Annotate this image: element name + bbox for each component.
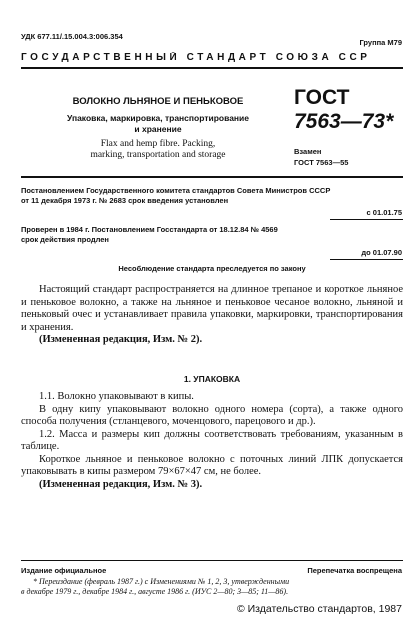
footer-rule bbox=[21, 560, 403, 561]
udk-code: УДК 677.11/.15.004.3:006.354 bbox=[21, 32, 123, 41]
banner-rule bbox=[21, 67, 403, 69]
official-edition: Издание официальное bbox=[21, 566, 107, 575]
gost-number: 7563—73* bbox=[294, 110, 394, 133]
extended-date-rule bbox=[330, 259, 403, 260]
replaced-standard: ГОСТ 7563—55 bbox=[294, 158, 349, 167]
document-title: ВОЛОКНО ЛЬНЯНОЕ И ПЕНЬКОВОЕ bbox=[72, 96, 244, 107]
paragraph-short-fibre: Короткое льняное и пеньковое волокно с поточных линий ЛПК допускается упаковывать в кипы размером 79×67×47 см, не более. bbox=[21, 453, 403, 477]
english-title bbox=[48, 139, 268, 161]
check-block bbox=[21, 225, 403, 245]
decree-line-2: от 11 декабря 1973 г. № 2683 срок введения установлен bbox=[21, 196, 229, 205]
decree-block bbox=[21, 186, 403, 206]
reprint-notice: Перепечатка воспрещена bbox=[307, 566, 402, 575]
state-standard-banner: ГОСУДАРСТВЕННЫЙ СТАНДАРТ СОЮЗА ССР bbox=[21, 52, 371, 63]
reissue-note bbox=[21, 577, 403, 597]
title-rule bbox=[21, 176, 403, 178]
copyright-notice: © Издательство стандартов, 1987 bbox=[236, 603, 402, 615]
section-1-body bbox=[21, 391, 403, 491]
gost-label: ГОСТ bbox=[294, 86, 350, 109]
check-line-1: Проверен в 1984 г. Постановлением Госстандарта от 18.12.84 № 4569 bbox=[21, 225, 278, 234]
english-title-line-2: marking, transportation and storage bbox=[90, 150, 226, 160]
extended-date: до 01.07.90 bbox=[361, 248, 402, 257]
intro-paragraph: Настоящий стандарт распространяется на длинное трепаное и короткое льняное и пеньковое волокно, а также на льняное и пеньковое чесаное волокно, льняной и пеньковый очес и устанавливает правила упаковки, маркировки, транспортирования и хранения. bbox=[21, 284, 403, 333]
paragraph-single-bale: В одну кипу упаковывают волокно одного номера (сорта), а также одного способа получения (стланцевого, моченцового, парецового и др.). bbox=[21, 403, 403, 427]
section-heading: 1. УПАКОВКА bbox=[183, 374, 241, 384]
reissue-note-line-2: в декабре 1979 г., декабре 1984 г., августе 1986 г. (ИУС 2—80; 3—85; 11—86). bbox=[21, 587, 289, 596]
effective-date-rule bbox=[330, 219, 403, 220]
section-edit-note: (Измененная редакция, Изм. № 3). bbox=[39, 478, 203, 490]
check-line-2: срок действия продлен bbox=[21, 235, 109, 244]
paragraph-1-1: 1.1. Волокно упаковывают в кипы. bbox=[39, 391, 194, 402]
intro-section bbox=[21, 284, 403, 347]
decree-line-1: Постановлением Государственного комитета стандартов Совета Министров СССР bbox=[21, 186, 331, 195]
subtitle-line-1: Упаковка, маркировка, транспортирование bbox=[66, 113, 250, 123]
english-title-line-1: Flax and hemp fibre. Packing, bbox=[100, 139, 216, 149]
law-warning: Несоблюдение стандарта преследуется по закону bbox=[118, 264, 306, 273]
subtitle-line-2: и хранение bbox=[134, 123, 182, 134]
intro-edit-note: (Измененная редакция, Изм. № 2). bbox=[39, 334, 203, 345]
group-code: Группа М79 bbox=[359, 38, 402, 47]
replace-label: Взамен bbox=[294, 147, 322, 156]
paragraph-1-2: 1.2. Масса и размеры кип должны соответствовать требованиям, указанным в таблице. bbox=[21, 428, 403, 452]
document-subtitle bbox=[48, 113, 268, 134]
reissue-note-line-1: * Переиздание (февраль 1987 г.) с Изменениями № 1, 2, 3, утвержденными bbox=[33, 577, 290, 586]
effective-date: с 01.01.75 bbox=[366, 208, 402, 217]
